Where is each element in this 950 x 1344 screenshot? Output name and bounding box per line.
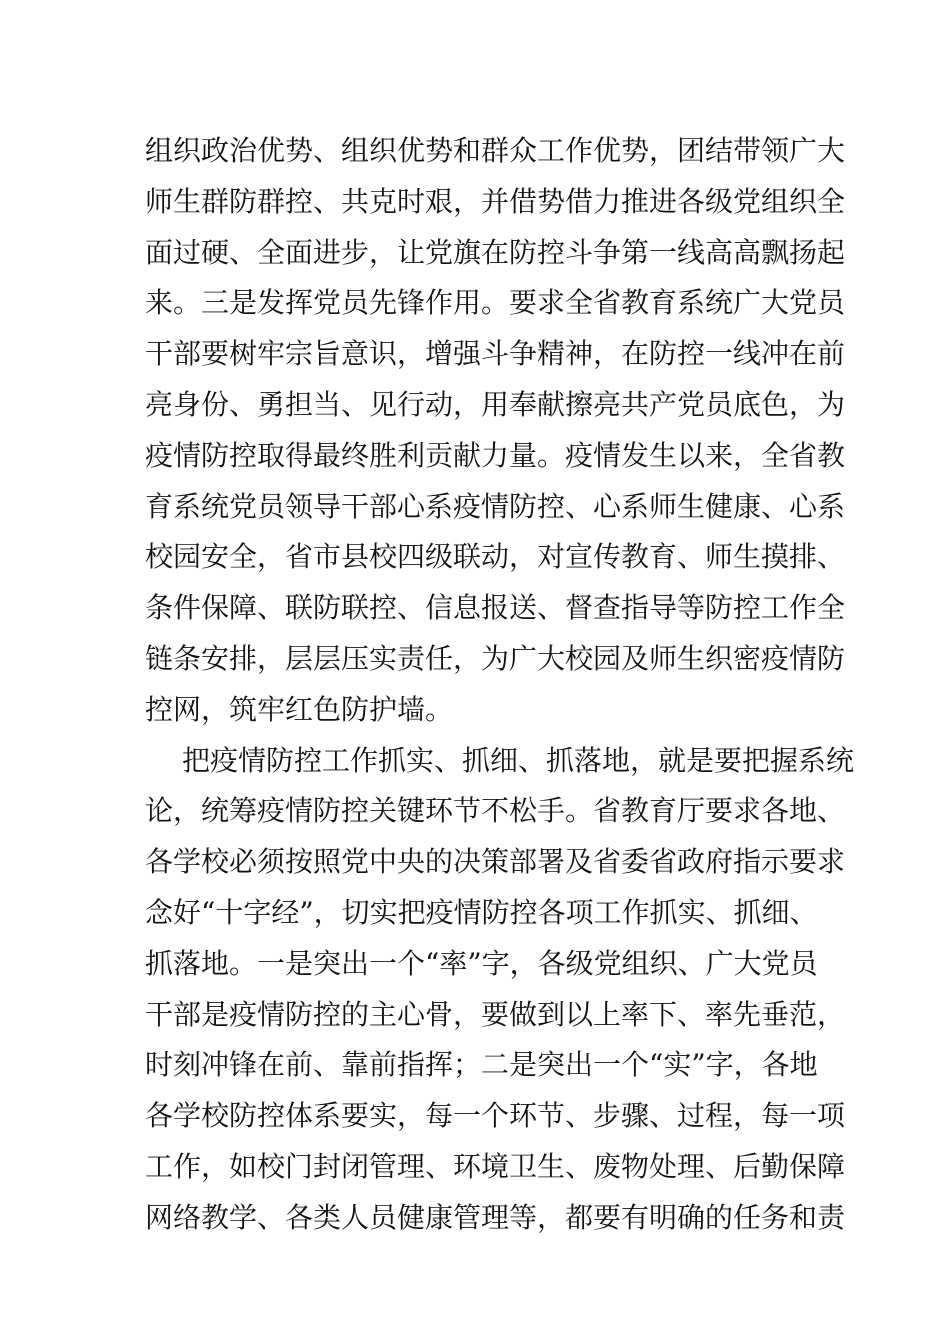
paragraph-line: 疫情防控取得最终胜利贡献力量。疫情发生以来，全省教 (145, 438, 846, 472)
paragraph-line: 面过硬、全面进步，让党旗在防控斗争第一线高高飘扬起 (145, 235, 846, 269)
paragraph-line: 工作，如校门封闭管理、环境卫生、废物处理、后勤保障 (145, 1149, 846, 1183)
paragraph-line: 育系统党员领导干部心系疫情防控、心系师生健康、心系 (145, 489, 846, 523)
paragraph-line: 网络教学、各类人员健康管理等，都要有明确的任务和责 (145, 1200, 846, 1234)
paragraph-line: 抓落地。一是突出一个“率”字，各级党组织、广大党员 (145, 946, 818, 980)
paragraph-line: 干部要树牢宗旨意识，增强斗争精神，在防控一线冲在前 (145, 337, 846, 371)
paragraph-1 (145, 126, 846, 736)
paragraph-line: 条件保障、联防联控、信息报送、督查指导等防控工作全 (145, 591, 846, 625)
paragraph-line: 师生群防群控、共克时艰，并借势借力推进各级党组织全 (145, 184, 846, 218)
paragraph-line: 各学校防控体系要实，每一个环节、步骤、过程，每一项 (145, 1099, 846, 1133)
document-body (145, 126, 855, 1244)
paragraph-line: 来。三是发挥党员先锋作用。要求全省教育系统广大党员 (145, 286, 846, 320)
paragraph-first-line: 把疫情防控工作抓实、抓细、抓落地，就是要把握系统 (182, 743, 855, 777)
paragraph-line: 论，统筹疫情防控关键环节不松手。省教育厅要求各地、 (145, 794, 846, 828)
paragraph-line: 念好“十字经”，切实把疫情防控各项工作抓实、抓细、 (145, 895, 818, 929)
paragraph-line: 控网，筑牢红色防护墙。 (145, 692, 454, 726)
paragraph-line: 时刻冲锋在前、靠前指挥；二是突出一个“实”字，各地 (145, 1048, 818, 1082)
paragraph-line: 干部是疫情防控的主心骨，要做到以上率下、率先垂范， (145, 997, 846, 1031)
paragraph-line: 组织政治优势、组织优势和群众工作优势，团结带领广大 (145, 134, 846, 167)
paragraph-line: 校园安全，省市县校四级联动，对宣传教育、师生摸排、 (145, 540, 846, 574)
paragraph-line: 链条安排，层层压实责任，为广大校园及师生织密疫情防 (145, 641, 846, 675)
paragraph-2 (145, 736, 855, 1244)
paragraph-line: 各学校必须按照党中央的决策部署及省委省政府指示要求 (145, 845, 846, 879)
paragraph-line: 亮身份、勇担当、见行动，用奉献擦亮共产党员底色，为 (145, 387, 846, 421)
